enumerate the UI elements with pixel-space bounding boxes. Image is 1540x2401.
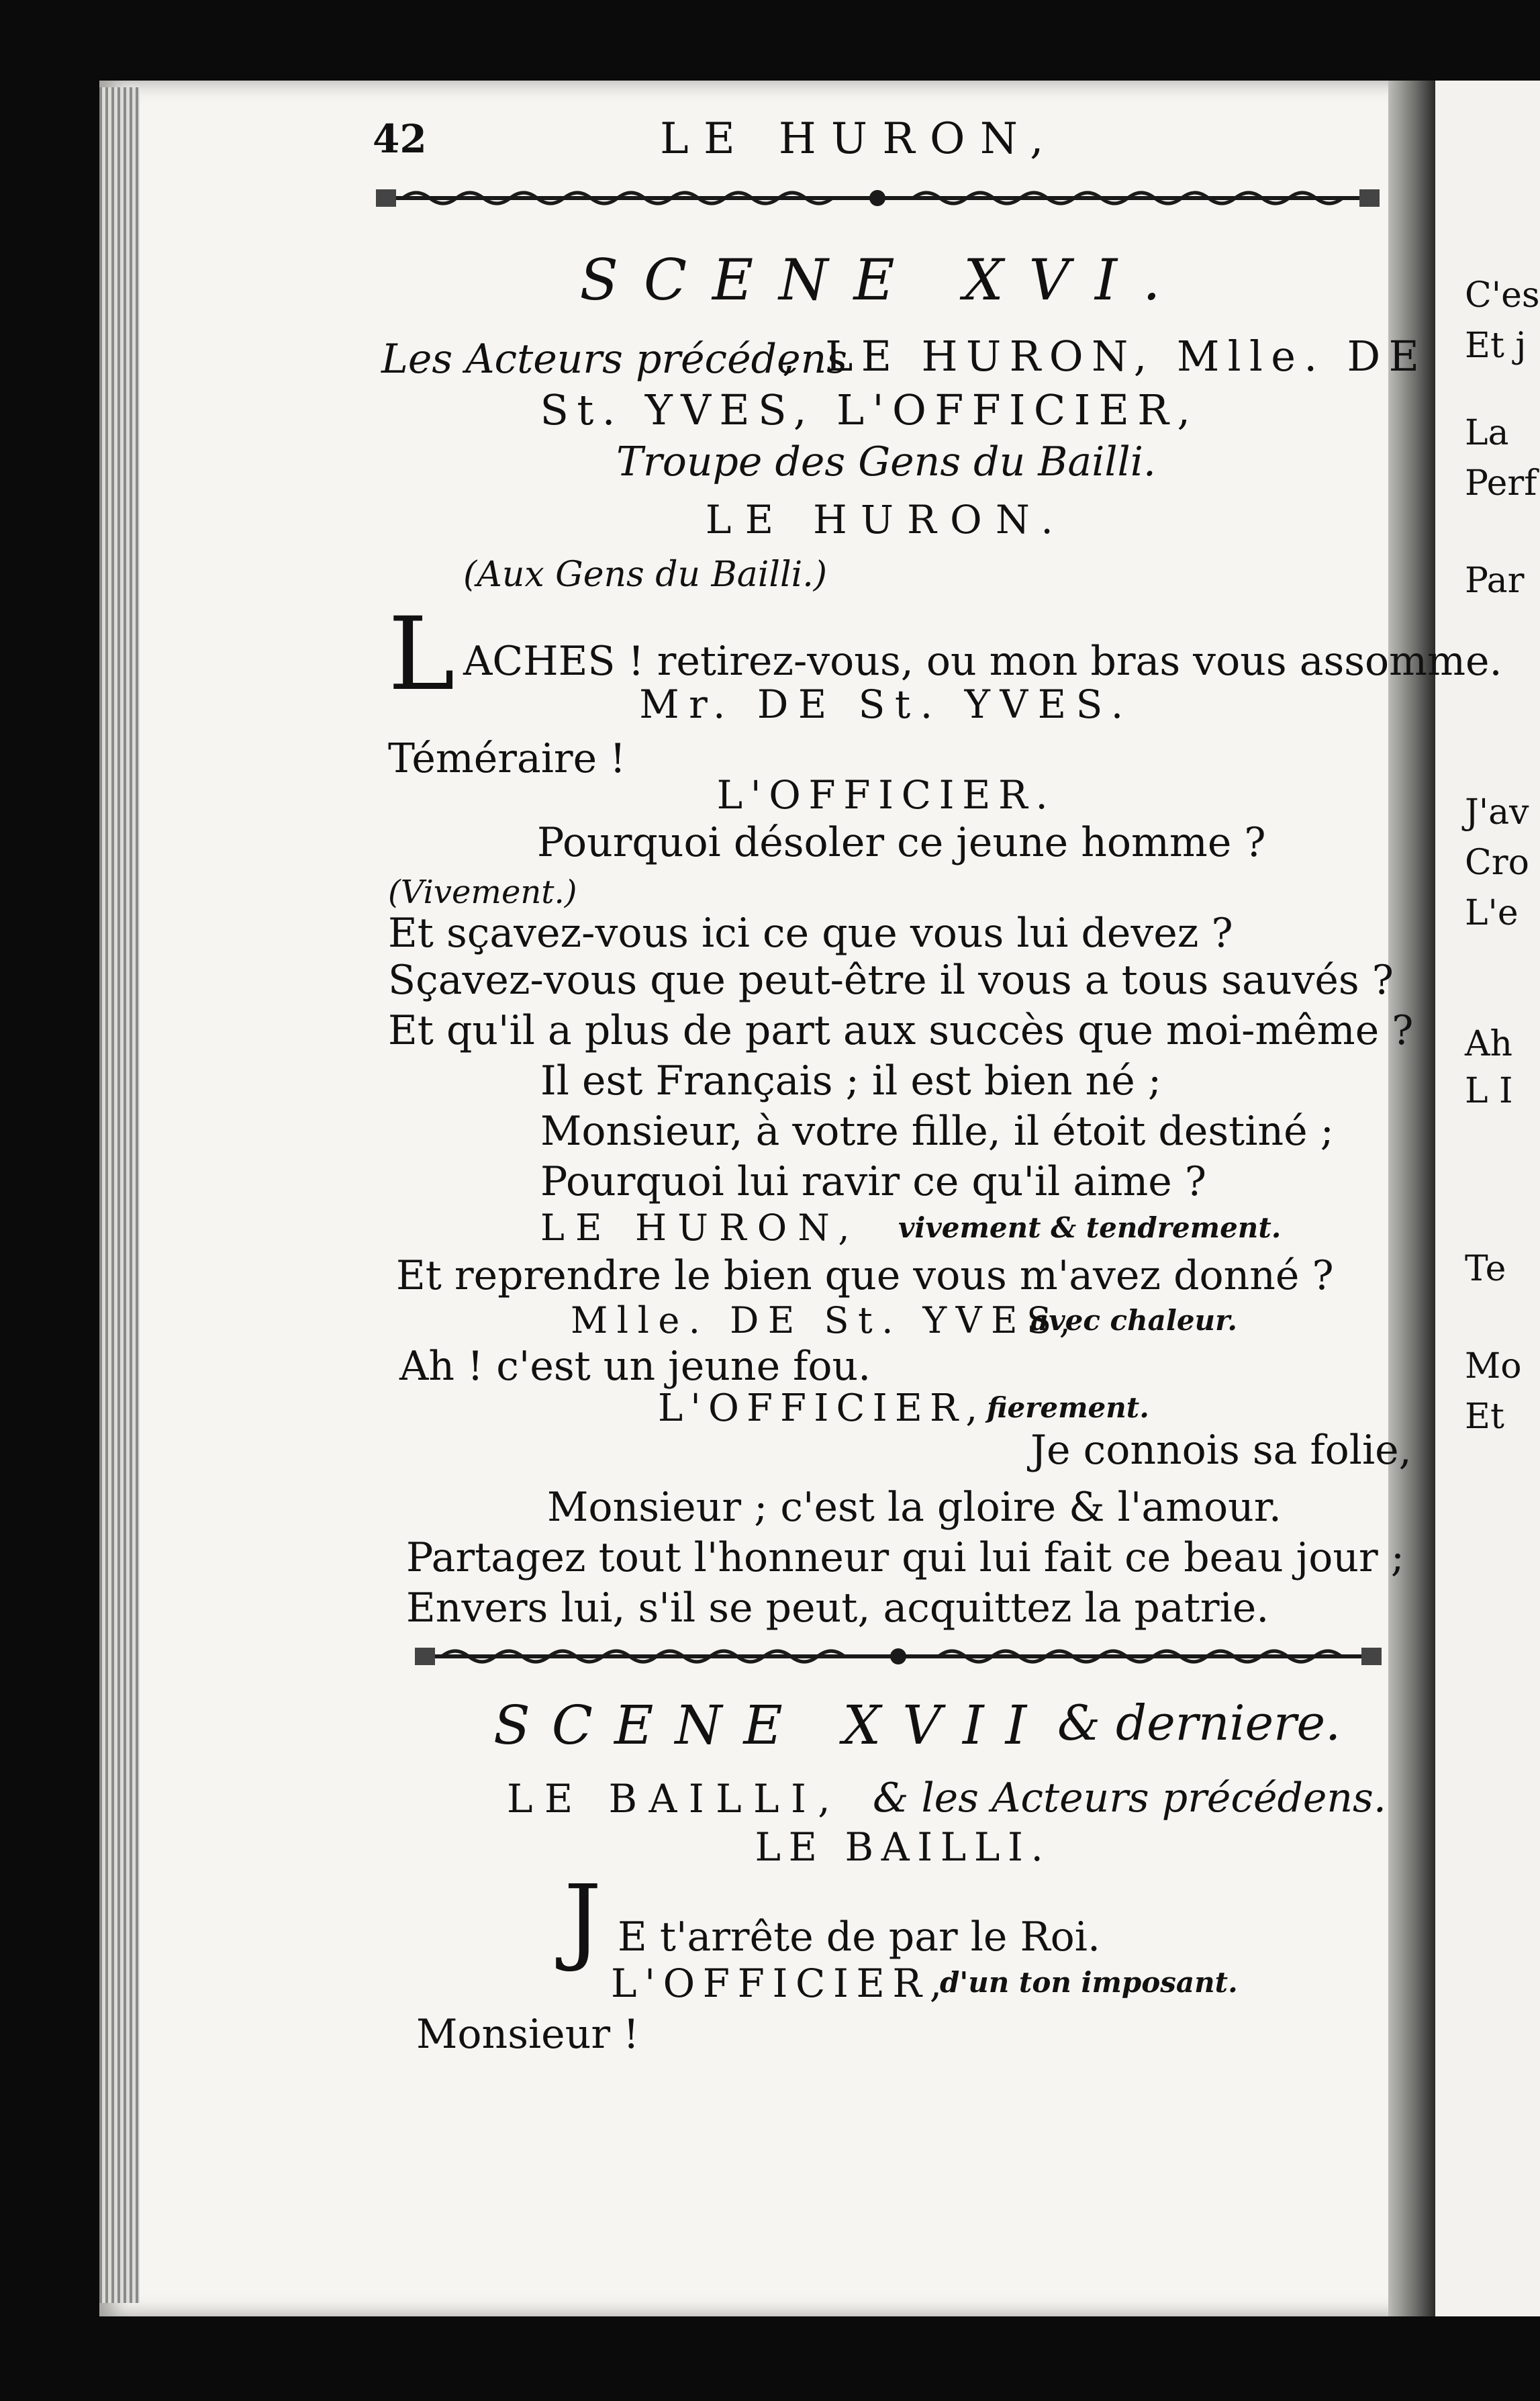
- stage-direction: (Vivement.): [388, 874, 577, 911]
- cast-list: , LE HURON, Mlle. DE: [782, 332, 1428, 381]
- speaker-name: Mr. DE St. YVES.: [639, 681, 1133, 727]
- fragment: L I: [1465, 1071, 1513, 1111]
- drop-cap: J: [564, 1865, 602, 1975]
- fragment: Cro: [1465, 843, 1529, 883]
- verse-line: Et sçavez-vous ici ce que vous lui devez ?: [388, 910, 1233, 957]
- speaker-name: L'OFFICIER,: [611, 1961, 950, 2006]
- page-edges: [99, 87, 140, 2303]
- verse-line: Et qu'il a plus de part aux succès que moi-même ?: [388, 1007, 1414, 1054]
- verse-line: Pourquoi lui ravir ce qu'il aime ?: [540, 1158, 1206, 1205]
- speaker-name: Mlle. DE St. YVES,: [571, 1299, 1080, 1341]
- running-title: LE HURON,: [660, 114, 1059, 164]
- cast-list: St. YVES, L'OFFICIER,: [540, 385, 1199, 434]
- speaker-name: L'OFFICIER,: [658, 1386, 985, 1430]
- page-number: 42: [373, 116, 427, 162]
- speaker-name: LE HURON,: [540, 1207, 861, 1249]
- verse-line: Monsieur, à votre fille, il étoit destiné ;: [540, 1108, 1334, 1155]
- ornament-band-middle: [415, 1645, 1382, 1668]
- verse-line: Partagez tout l'honneur qui lui fait ce beau jour ;: [406, 1534, 1404, 1581]
- fragment: L'e: [1465, 893, 1519, 933]
- ornament-band-top: [376, 187, 1380, 209]
- fragment: Et j: [1465, 326, 1527, 366]
- verse-line: Il est Français ; il est bien né ;: [540, 1057, 1162, 1104]
- fragment: Et: [1465, 1397, 1504, 1437]
- verse-line: Envers lui, s'il se peut, acquittez la patrie.: [406, 1585, 1269, 1632]
- cast-list-italic: & les Acteurs précédens.: [873, 1775, 1386, 1822]
- verse-line: Pourquoi désoler ce jeune homme ?: [537, 819, 1266, 866]
- stage-direction: fierement.: [987, 1391, 1149, 1424]
- stage-direction: d'un ton imposant.: [940, 1966, 1238, 1999]
- fragment: J'av: [1465, 792, 1529, 833]
- book-gutter: [1388, 81, 1435, 2316]
- facing-page-fragment: [1435, 81, 1540, 2316]
- speaker-name: LE BAILLI.: [755, 1824, 1051, 1870]
- verse-line: Monsieur ; c'est la gloire & l'amour.: [547, 1484, 1282, 1531]
- cast-list-italic: Les Acteurs précédens: [381, 336, 848, 383]
- speaker-name: L'OFFICIER.: [716, 772, 1056, 818]
- stage-direction: avec chaleur.: [1030, 1304, 1237, 1337]
- fragment: Mo: [1465, 1346, 1522, 1386]
- verse-line: Monsieur !: [416, 2011, 640, 2058]
- verse-line: Et reprendre le bien que vous m'avez donné ?: [396, 1252, 1334, 1299]
- scene-title-suffix: & derniere.: [1057, 1695, 1341, 1751]
- scene-title: SCENE XVI.: [579, 247, 1186, 313]
- verse-line: ACHES ! retirez-vous, ou mon bras vous assomme.: [463, 638, 1502, 685]
- fragment: Par: [1465, 561, 1525, 601]
- stage-direction: vivement & tendrement.: [898, 1211, 1282, 1244]
- fragment: C'es: [1465, 275, 1540, 316]
- verse-line: Sçavez-vous que peut-être il vous a tous sauvés ?: [388, 957, 1394, 1004]
- speaker-name: LE HURON.: [705, 497, 1067, 543]
- drop-cap: L: [388, 596, 455, 713]
- fragment: Te: [1465, 1249, 1506, 1289]
- cast-list-italic: Troupe des Gens du Bailli.: [616, 438, 1156, 485]
- cast-list: LE BAILLI,: [507, 1776, 843, 1822]
- verse-line: Ah ! c'est un jeune fou.: [399, 1343, 871, 1390]
- fragment: La: [1465, 413, 1509, 453]
- fragment: Ah: [1465, 1024, 1513, 1064]
- verse-line: Je connois sa folie,: [1030, 1427, 1412, 1474]
- verse-line: E t'arrête de par le Roi.: [618, 1914, 1101, 1961]
- stage-direction: (Aux Gens du Bailli.): [463, 555, 828, 595]
- verse-line: Téméraire !: [388, 735, 626, 782]
- scene-title: SCENE XVII: [493, 1694, 1049, 1756]
- fragment: Perf: [1465, 463, 1537, 504]
